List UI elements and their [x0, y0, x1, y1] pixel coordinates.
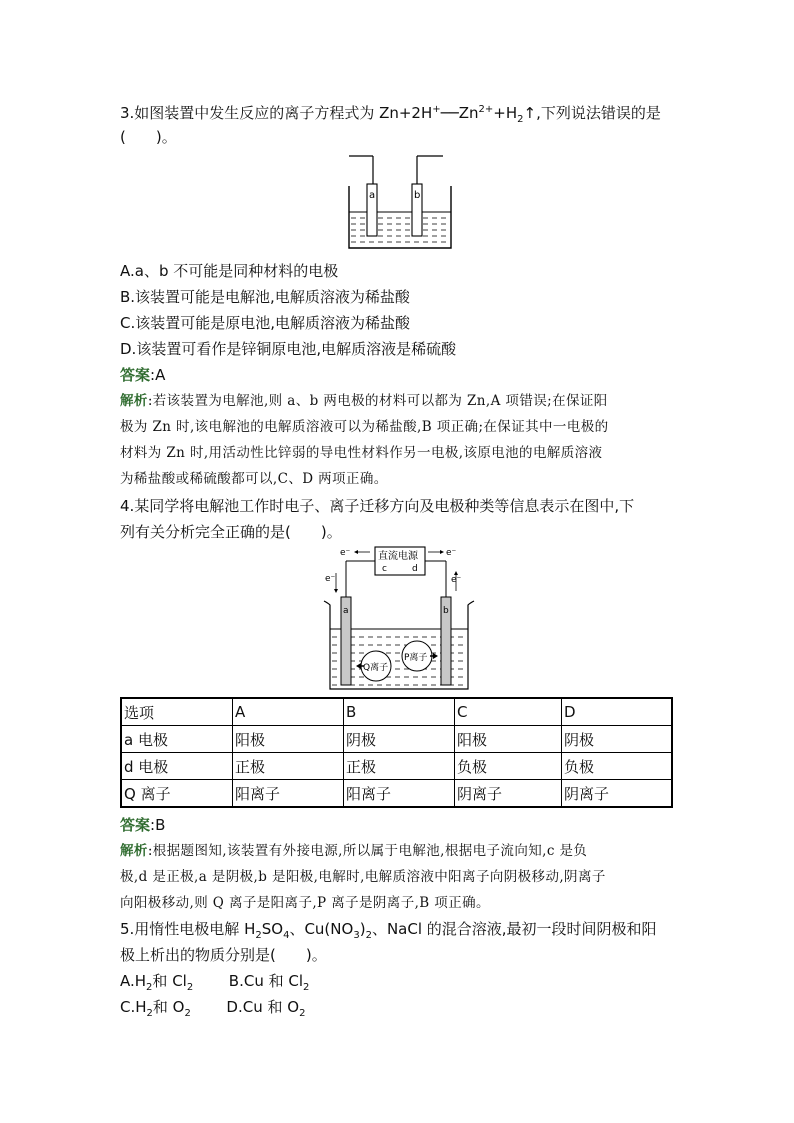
- terminal-c-label: c: [382, 564, 387, 574]
- p-ion-label: P离子: [404, 653, 428, 663]
- terminal-d-label: d: [412, 564, 418, 574]
- q5-stem-text-a: 5.用惰性电极电解 H: [120, 920, 256, 938]
- q5-sub: 2: [365, 930, 372, 941]
- table-cell: 阳离子: [344, 780, 455, 808]
- table-cell: Q 离子: [121, 780, 233, 808]
- table-row: [121, 780, 672, 808]
- q3-answer-label: 答案: [120, 366, 151, 384]
- q5-stem-text-d: ): [359, 920, 366, 938]
- q5-stem-text-c: 、Cu(NO: [289, 920, 354, 938]
- q5-stem-text-e: 、NaCl 的混合溶液,最初一段时间阴极和阳: [371, 920, 657, 938]
- table-cell: d 电极: [121, 753, 233, 780]
- table-cell: 正极: [233, 753, 344, 780]
- q4-options-table: [120, 697, 673, 808]
- q5-option-c: [120, 998, 191, 1019]
- q4-stem-line-1: 4.某同学将电解池工作时电子、离子迁移方向及电极种类等信息表示在图中,下: [120, 497, 635, 515]
- table-header-cell: A: [233, 698, 344, 726]
- table-cell: 阴极: [562, 726, 673, 753]
- table-cell: a 电极: [121, 726, 233, 753]
- table-cell: 阳极: [455, 726, 562, 753]
- electrode-b-label: b: [443, 606, 449, 616]
- power-supply-label: 直流电源: [378, 551, 418, 562]
- electron-label-left: e⁻: [325, 574, 336, 584]
- q5-option-a-text-2: 和 Cl: [152, 972, 187, 990]
- q3-beaker-diagram: [345, 154, 455, 250]
- q3-explain-label: 解析: [120, 393, 148, 409]
- table-row: [121, 726, 672, 753]
- electron-label-right: e⁻: [451, 575, 462, 585]
- q3-option-d: D.该装置可看作是锌铜原电池,电解质溶液是稀硫酸: [120, 340, 457, 358]
- q3-sub-2: 2: [517, 114, 524, 125]
- q5-option-b-text: B.Cu 和 Cl: [228, 972, 303, 990]
- q3-answer-value: :A: [150, 366, 166, 384]
- q4-explain-text-1: :根据题图知,该装置有外接电源,所以属于电解池,根据电子流向知,c 是负: [147, 843, 588, 859]
- table-header-cell: B: [344, 698, 455, 726]
- table-header-cell: 选项: [121, 698, 233, 726]
- q5-option-c-text-2: 和 O: [152, 998, 185, 1016]
- table-header-cell: C: [455, 698, 562, 726]
- q3-eq-zn: Zn: [458, 104, 479, 122]
- table-header-row: [121, 698, 672, 726]
- q5-option-a: [120, 972, 194, 993]
- electron-label-top-left: e⁻: [340, 548, 351, 558]
- q5-sub: 2: [255, 930, 262, 941]
- q3-paren: ( )。: [120, 128, 177, 146]
- q5-option-d: [226, 998, 306, 1019]
- q3-sup: +: [432, 104, 441, 115]
- q3-explanation-line-1: [120, 390, 608, 412]
- q5-sub: 3: [353, 930, 360, 941]
- table-cell: 阴极: [344, 726, 455, 753]
- table-cell: 阳极: [233, 726, 344, 753]
- electron-label-top-right: e⁻: [446, 548, 457, 558]
- q3-answer: [120, 364, 165, 386]
- q3-eq-up: ↑: [523, 104, 537, 122]
- q5-sub: 2: [184, 1008, 191, 1019]
- q5-sub: 2: [186, 982, 194, 993]
- q3-option-a: A.a、b 不可能是同种材料的电极: [120, 262, 339, 280]
- q5-stem-line-2: 极上析出的物质分别是( )。: [120, 946, 327, 964]
- q3-stem-text: 3.如图装置中发生反应的离子方程式为 Zn+2H: [120, 104, 433, 122]
- q4-answer-value: :B: [150, 816, 166, 834]
- q3-eq-arrow: ──: [440, 104, 459, 122]
- q5-stem-line-1: [120, 918, 657, 947]
- table-cell: 阳离子: [233, 780, 344, 808]
- q4-explanation-line-1: [120, 840, 587, 862]
- q5-sub: 2: [299, 1008, 306, 1019]
- q4-explanation-line-3: 向阳极移动,则 Q 离子是阳离子,P 离子是阴离子,B 项正确。: [120, 895, 490, 911]
- q3-explanation-line-3: 材料为 Zn 时,用活动性比锌弱的导电性材料作另一电极,该原电池的电解质溶液: [120, 445, 603, 461]
- table-cell: 正极: [344, 753, 455, 780]
- q5-options-row-2: [120, 996, 305, 1025]
- q4-explain-label: 解析: [120, 843, 148, 859]
- q3-option-b: B.该装置可能是电解池,电解质溶液为稀盐酸: [120, 288, 410, 306]
- q3-electrode-a-label: a: [369, 190, 376, 201]
- q3-option-c: C.该装置可能是原电池,电解质溶液为稀盐酸: [120, 314, 411, 332]
- q5-sub: 4: [283, 930, 290, 941]
- table-row: [121, 753, 672, 780]
- q3-stem-suffix: ,下列说法错误的是: [536, 104, 661, 122]
- table-cell: 负极: [455, 753, 562, 780]
- q5-option-b: [228, 972, 310, 993]
- q3-stem: [120, 99, 661, 131]
- electrode-a-label: a: [343, 606, 349, 616]
- q4-stem-line-2: 列有关分析完全正确的是( )。: [120, 523, 342, 541]
- q3-electrode-b-label: b: [414, 190, 421, 201]
- q4-electrolysis-diagram: [320, 545, 480, 695]
- table-cell: 阴离子: [455, 780, 562, 808]
- q5-options-row-1: [120, 970, 309, 999]
- q4-answer: [120, 814, 165, 836]
- q3-explanation-line-4: 为稀盐酸或稀硫酸都可以,C、D 两项正确。: [120, 471, 388, 487]
- q5-sub: 2: [146, 982, 153, 993]
- q5-sub: 2: [303, 982, 310, 993]
- q5-option-d-text: D.Cu 和 O: [226, 998, 300, 1016]
- table-cell: 阴离子: [562, 780, 673, 808]
- q5-option-a-text: A.H: [120, 972, 147, 990]
- q3-explanation-line-2: 极为 Zn 时,该电解池的电解质溶液可以为稀盐酸,B 项正确;在保证其中一电极的: [120, 419, 609, 435]
- table-cell: 负极: [562, 753, 673, 780]
- q5-stem-text-b: SO: [261, 920, 284, 938]
- q5-sub: 2: [146, 1008, 153, 1019]
- q3-eq-h: +H: [493, 104, 518, 122]
- table-header-cell: D: [562, 698, 673, 726]
- q-ion-label: Q离子: [363, 663, 389, 673]
- q3-explain-text-1: :若该装置为电解池,则 a、b 两电极的材料可以都为 Zn,A 项错误;在保证阳: [147, 393, 608, 409]
- q3-sup-2: 2+: [478, 104, 494, 115]
- q4-answer-label: 答案: [120, 816, 151, 834]
- q5-option-c-text: C.H: [120, 998, 147, 1016]
- q4-explanation-line-2: 极,d 是正极,a 是阴极,b 是阳极,电解时,电解质溶液中阳离子向阴极移动,阴离子: [120, 869, 606, 885]
